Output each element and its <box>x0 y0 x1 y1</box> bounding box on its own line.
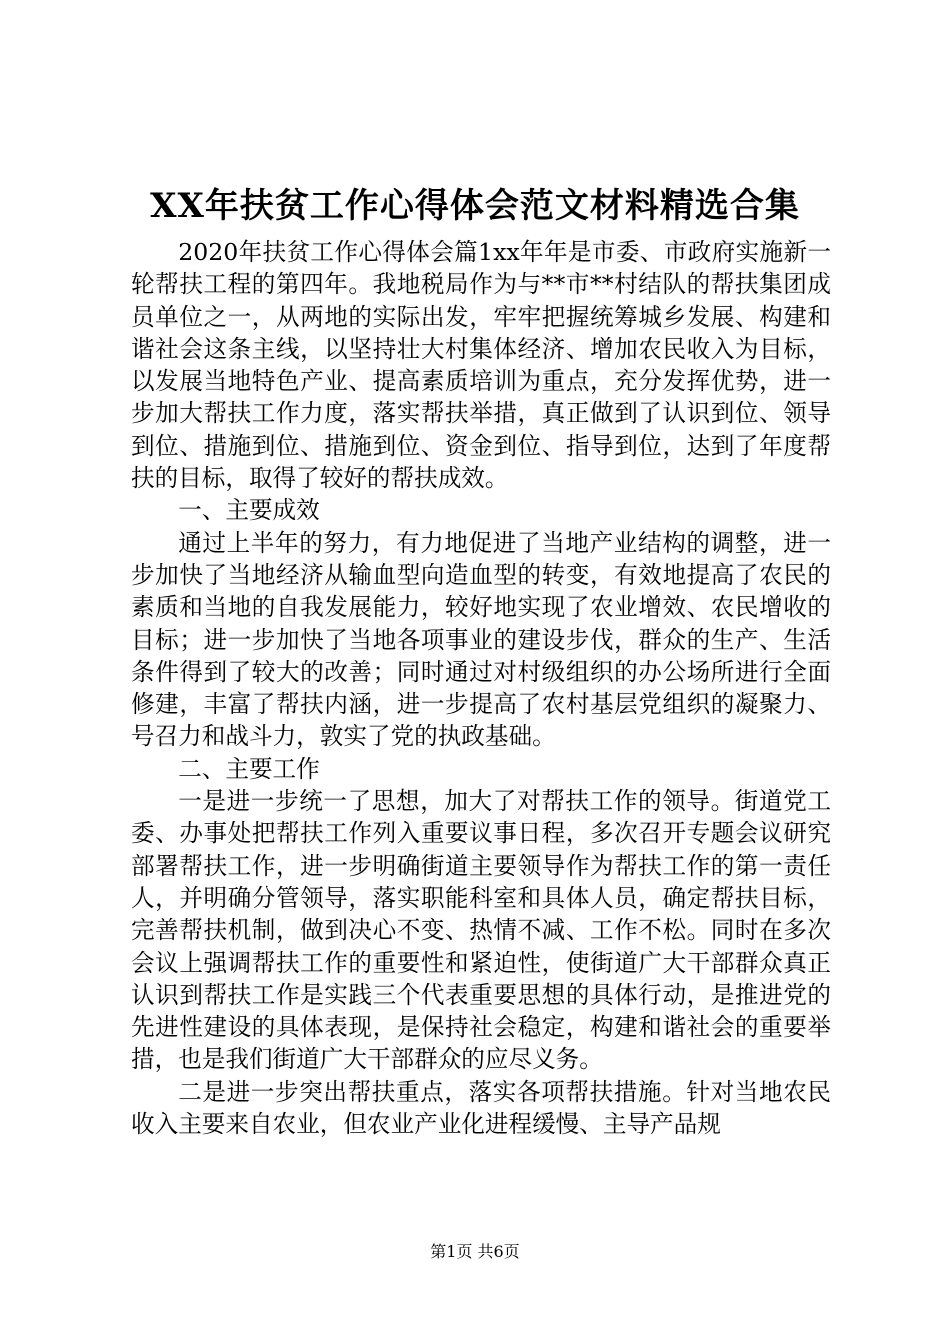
document-title: XX年扶贫工作心得体会范文材料精选合集 <box>150 186 800 226</box>
paragraph-main-results: 通过上半年的努力，有力地促进了当地产业结构的调整，进一步加快了当地经济从输血型向造血型的转变，有效地提高了农民的素质和当地的自我发展能力，较好地实现了农业增效、农民增收的目标；进一步加快了当地各项事业的建设步伐，群众的生产、生活条件得到了较大的改善；同时通过对村级组织的办公场所进行全面修建，丰富了帮扶内涵，进一步提高了农村基层党组织的凝聚力、号召力和战斗力，敦实了党的执政基础。 <box>131 528 831 751</box>
section-heading-main-work: 二、主要工作 <box>178 754 320 783</box>
paragraph-intro: 2020年扶贫工作心得体会篇1xx年年是市委、市政府实施新一轮帮扶工程的第四年。我地税局作为与**市**村结队的帮扶集团成员单位之一，从两地的实际出发，牢牢把握统筹城乡发展、构建和谐社会这条主线，以坚持壮大村集体经济、增加农民收入为目标，以发展当地特色产业、提高素质培训为重点，充分发挥优势，进一步加大帮扶工作力度，落实帮扶举措，真正做到了认识到位、领导到位、措施到位、措施到位、资金到位、指导到位，达到了年度帮扶的目标，取得了较好的帮扶成效。 <box>131 238 831 493</box>
section-heading-main-results: 一、主要成效 <box>178 496 320 525</box>
paragraph-work-item-2: 二是进一步突出帮扶重点，落实各项帮扶措施。针对当地农民收入主要来自农业，但农业产业化进程缓慢、主导产品规 <box>131 1077 831 1139</box>
page-footer: 第1页 共6页 <box>430 1242 520 1261</box>
paragraph-work-item-1: 一是进一步统一了思想，加大了对帮扶工作的领导。街道党工委、办事处把帮扶工作列入重要议事日程，多次召开专题会议研究部署帮扶工作，进一步明确街道主要领导作为帮扶工作的第一责任人，并明确分管领导，落实职能科室和具体人员，确定帮扶目标，完善帮扶机制，做到决心不变、热情不减、工作不松。同时在多次会议上强调帮扶工作的重要性和紧迫性，使街道广大干部群众真正认识到帮扶工作是实践三个代表重要思想的具体行动，是推进党的先进性建设的具体表现，是保持社会稳定，构建和谐社会的重要举措，也是我们街道广大干部群众的应尽义务。 <box>131 787 831 1074</box>
document-body <box>131 236 831 1140</box>
